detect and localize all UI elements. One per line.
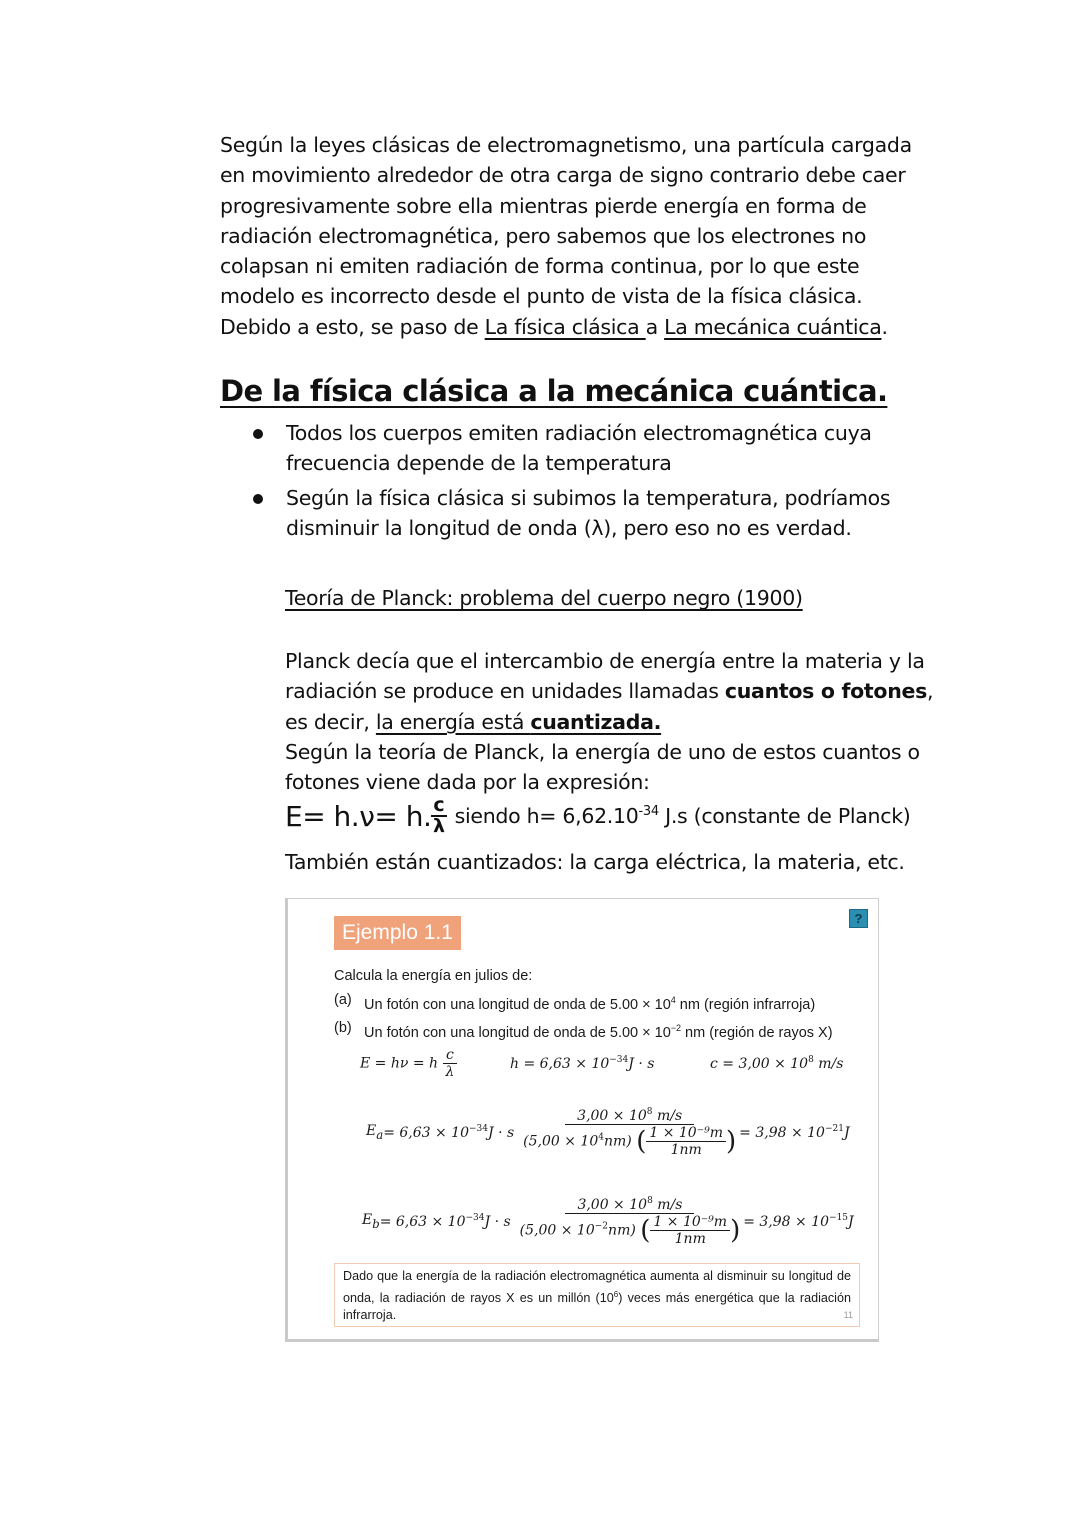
bullet-item	[250, 483, 930, 544]
math-result	[743, 1213, 853, 1230]
planck-line: fotones viene dada por la expresión:	[285, 770, 650, 795]
note-text: Dado que la energía de la radiación electromagnética aumenta al disminuir su longitud de onda, la radiación de rayos X es un millón (10	[343, 1269, 851, 1305]
paren: )	[726, 1126, 737, 1157]
calculation-a	[366, 1107, 850, 1158]
item-label: (a)	[334, 991, 352, 1008]
example-prompt	[334, 965, 833, 1046]
also-quantized-text: También están cuantizados: la carga eléctrica, la materia, etc.	[285, 850, 905, 874]
planck-formula	[285, 796, 910, 836]
math-text: 3,00 × 10	[577, 1197, 648, 1213]
planck-text: radiación se produce en unidades llamadas	[285, 679, 725, 704]
math-text: nm)	[608, 1222, 636, 1239]
planck-text: la energía está	[375, 709, 531, 734]
math-fraction	[517, 1196, 744, 1247]
intro-paragraph	[220, 130, 930, 342]
item-label: (b)	[334, 1020, 352, 1036]
paren: (	[636, 1126, 647, 1157]
bullet-icon	[253, 494, 263, 504]
constant-text: J.s (constante de Planck)	[658, 804, 911, 828]
item-exponent: −2	[670, 1023, 682, 1033]
formula-constant	[455, 804, 911, 828]
energy-formula	[360, 1047, 457, 1080]
planck-text: ,	[927, 679, 934, 704]
planck-constant	[510, 1055, 654, 1072]
intro-line: colapsan ni emiten radiación de forma continua, por lo que este	[220, 254, 860, 279]
conversion-fraction	[646, 1125, 726, 1158]
numerator: c	[443, 1047, 457, 1064]
bullet-text: Todos los cuerpos emiten radiación electromagnética cuya	[286, 421, 872, 445]
math-text: = 3,98 × 10	[739, 1125, 825, 1141]
numerator	[565, 1196, 694, 1214]
math-text: h = 6,63 × 10	[510, 1056, 610, 1072]
item-text-part: nm (región de rayos X)	[681, 1025, 833, 1041]
intro-text: Debido a esto, se paso de	[220, 314, 485, 339]
math-text: J · s	[484, 1214, 511, 1230]
example-item	[334, 989, 833, 1018]
intro-line	[220, 312, 930, 342]
math-text: 3,00 × 10	[577, 1108, 647, 1124]
numerator: 1 × 10⁻⁹m	[650, 1214, 730, 1231]
math-text: E = hν = h	[360, 1055, 439, 1072]
math-text: J · s	[628, 1056, 655, 1072]
math-exponent: 8	[808, 1055, 814, 1065]
conclusion-note	[334, 1263, 860, 1327]
bullet-item	[250, 418, 930, 479]
planck-line	[285, 707, 945, 737]
item-text-part: Un fotón con una longitud de onda de 5.00 × 10	[364, 996, 671, 1013]
math-text	[380, 1213, 511, 1230]
example-image	[285, 898, 879, 1342]
bullet-text: disminuir la longitud de onda (λ), pero eso no es verdad.	[286, 515, 852, 540]
planck-paragraph	[285, 646, 945, 797]
math-text: E	[362, 1212, 373, 1229]
math-text: (5,00 × 10	[519, 1222, 595, 1239]
math-exponent: −34	[465, 1213, 485, 1223]
math-text: m/s	[652, 1108, 683, 1124]
denominator: 1nm	[674, 1231, 706, 1247]
note-text: ) veces más energética que la radiación infrarroja.	[343, 1290, 851, 1322]
math-fraction	[442, 1047, 457, 1080]
formula-lhs: E= h.ν= h.	[285, 799, 432, 833]
math-lhs	[366, 1123, 383, 1142]
speed-of-light	[710, 1055, 843, 1072]
intro-line: radiación electromagnética, pero sabemos que los electrones no	[220, 223, 867, 248]
math-exponent: 4	[598, 1132, 604, 1143]
bullet-icon	[253, 429, 263, 439]
math-text: = 6,63 × 10	[383, 1125, 469, 1141]
example-item	[334, 1017, 833, 1046]
math-subscript: b	[372, 1216, 380, 1231]
planck-line: Según la teoría de Planck, la energía de uno de estos cuantos o	[285, 739, 920, 764]
prompt-text: Calcula la energía en julios de:	[334, 968, 533, 984]
math-text: c = 3,00 × 10	[710, 1056, 809, 1072]
example-badge: Ejemplo 1.1	[334, 916, 461, 950]
math-exponent: 8	[646, 1107, 653, 1117]
math-exponent: −2	[594, 1221, 609, 1232]
intro-text: a	[645, 314, 665, 339]
note-exponent: 6	[613, 1289, 619, 1299]
math-text: E	[366, 1123, 377, 1140]
item-text	[364, 1017, 833, 1046]
math-result	[739, 1124, 849, 1141]
math-fraction	[520, 1107, 739, 1158]
math-text: = 3,98 × 10	[743, 1214, 830, 1230]
math-text: J	[848, 1214, 854, 1230]
denominator	[520, 1125, 739, 1158]
intro-line: en movimiento alrededor de otra carga de signo contrario debe caer	[220, 163, 906, 188]
fraction-numerator: c	[433, 794, 445, 816]
bullet-text: Según la física clásica si subimos la temperatura, podríamos	[286, 485, 891, 510]
intro-line: progresivamente sobre ella mientras pierde energía en forma de	[220, 193, 867, 218]
math-text	[383, 1124, 514, 1141]
math-text: m/s	[652, 1197, 683, 1213]
planck-text: es decir,	[285, 709, 376, 734]
math-text: nm)	[603, 1133, 632, 1150]
classical-physics-term: La física clásica	[484, 314, 646, 339]
math-text: J	[843, 1125, 850, 1141]
math-exponent: −34	[609, 1055, 629, 1065]
math-exponent: −15	[829, 1213, 849, 1223]
math-exponent: 8	[647, 1196, 653, 1206]
bullet-text: frecuencia depende de la temperatura	[286, 451, 672, 476]
calculation-b	[362, 1196, 854, 1247]
intro-line: modelo es incorrecto desde el punto de vista de la física clásica.	[220, 284, 863, 309]
help-icon: ?	[849, 909, 868, 928]
section-heading: De la física clásica a la mecánica cuántica.	[220, 374, 888, 408]
intro-text: .	[881, 314, 888, 339]
planck-line: Planck decía que el intercambio de energía entre la materia y la	[285, 649, 925, 673]
conversion-fraction	[650, 1214, 730, 1247]
item-text-part: Un fotón con una longitud de onda de 5.00 × 10	[364, 1025, 671, 1041]
math-subscript: a	[376, 1127, 384, 1142]
formula-fraction	[431, 796, 446, 836]
paren: (	[640, 1215, 651, 1246]
denominator	[517, 1214, 744, 1247]
bullet-list	[250, 418, 930, 547]
numerator: 1 × 10⁻⁹m	[646, 1125, 726, 1142]
constant-text: siendo h= 6,62.10	[454, 804, 639, 828]
quantized-term: cuantizada.	[530, 709, 662, 734]
quantum-mechanics-term: La mecánica cuántica	[664, 314, 882, 339]
item-exponent: 4	[670, 994, 676, 1005]
math-lhs	[362, 1212, 380, 1231]
math-text: J · s	[488, 1125, 515, 1141]
denominator: 1nm	[670, 1142, 702, 1158]
math-text: m/s	[813, 1056, 844, 1072]
item-text-part: nm (región infrarroja)	[675, 996, 816, 1013]
numerator	[565, 1107, 694, 1125]
math-exponent: −21	[824, 1124, 844, 1134]
paren: )	[730, 1215, 741, 1246]
constant-exponent: -34	[638, 804, 659, 819]
fraction-denominator: λ	[432, 815, 445, 837]
math-exponent: −34	[469, 1124, 488, 1134]
slide-page-number: 11	[843, 1309, 853, 1320]
denominator: λ	[445, 1064, 455, 1080]
quantized-statement	[376, 710, 661, 734]
planck-line	[285, 676, 945, 706]
intro-line: Según la leyes clásicas de electromagnetismo, una partícula cargada	[220, 133, 912, 157]
quanta-term: cuantos o fotones	[724, 679, 927, 704]
subheading: Teoría de Planck: problema del cuerpo negro (1900)	[285, 586, 803, 610]
math-text: (5,00 × 10	[523, 1133, 599, 1150]
math-text: = 6,63 × 10	[379, 1214, 466, 1230]
item-text	[364, 989, 815, 1018]
